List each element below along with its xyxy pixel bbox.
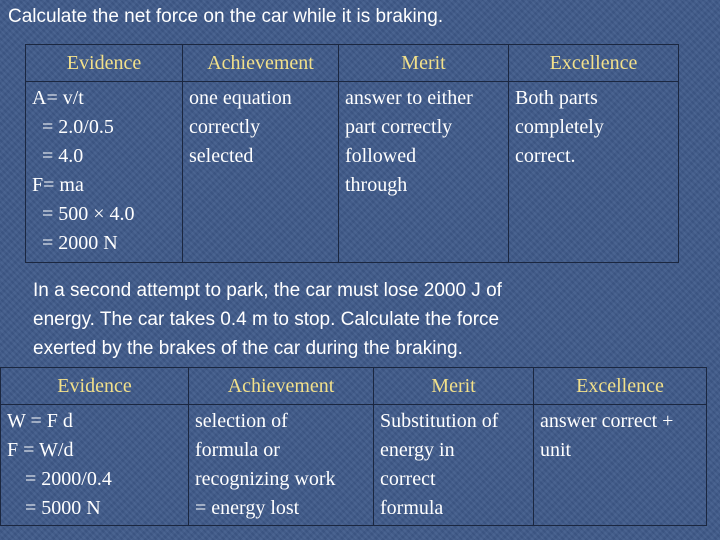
excellence-cell bbox=[509, 82, 679, 263]
column-header-achievement: Achievement bbox=[183, 45, 339, 82]
paragraph-line: energy. The car takes 0.4 m to stop. Calculate the force bbox=[33, 309, 500, 330]
paragraph-line: exerted by the brakes of the car during the braking. bbox=[33, 338, 463, 359]
merit-line: part correctly bbox=[345, 116, 453, 138]
column-header-evidence: Evidence bbox=[26, 45, 183, 82]
achievement-line: = energy lost bbox=[195, 497, 300, 519]
achievement-line: selection of bbox=[195, 410, 288, 432]
slide-heading: Calculate the net force on the car while it is braking. bbox=[8, 6, 444, 27]
table-header-row bbox=[1, 368, 707, 405]
evidence-line: = 2.0/0.5 bbox=[42, 116, 114, 138]
column-header-achievement: Achievement bbox=[189, 368, 374, 405]
evidence-line: = 2000/0.4 bbox=[25, 468, 112, 490]
achievement-line: recognizing work bbox=[195, 468, 336, 490]
achievement-cell bbox=[183, 82, 339, 263]
evidence-line: = 4.0 bbox=[42, 145, 84, 167]
table-row bbox=[1, 405, 707, 526]
achievement-cell bbox=[189, 405, 374, 526]
table-row bbox=[26, 82, 679, 263]
evidence-line: F= ma bbox=[32, 174, 84, 196]
merit-line: energy in bbox=[380, 439, 455, 461]
column-header-excellence: Excellence bbox=[534, 368, 707, 405]
evidence-cell bbox=[26, 82, 183, 263]
excellence-line: unit bbox=[540, 439, 572, 461]
excellence-line: correct. bbox=[515, 145, 576, 167]
evidence-line: W = F d bbox=[7, 410, 73, 432]
merit-line: correct bbox=[380, 468, 436, 490]
merit-line: Substitution of bbox=[380, 410, 499, 432]
excellence-cell bbox=[534, 405, 707, 526]
evidence-line: F = W/d bbox=[7, 439, 74, 461]
achievement-line: correctly bbox=[189, 116, 261, 138]
column-header-merit: Merit bbox=[374, 368, 534, 405]
column-header-excellence: Excellence bbox=[509, 45, 679, 82]
column-header-merit: Merit bbox=[339, 45, 509, 82]
evidence-line: A= v/t bbox=[32, 87, 84, 109]
table-header-row bbox=[26, 45, 679, 82]
evidence-cell bbox=[1, 405, 189, 526]
evidence-line: = 500 × 4.0 bbox=[42, 203, 135, 225]
rubric-table-net-force bbox=[25, 44, 679, 263]
achievement-line: one equation bbox=[189, 87, 292, 109]
merit-cell bbox=[374, 405, 534, 526]
achievement-line: selected bbox=[189, 145, 254, 167]
merit-cell bbox=[339, 82, 509, 263]
merit-line: through bbox=[345, 174, 408, 196]
column-header-evidence: Evidence bbox=[1, 368, 189, 405]
paragraph-line: In a second attempt to park, the car must lose 2000 J of bbox=[33, 280, 502, 301]
evidence-line: = 2000 N bbox=[42, 232, 118, 254]
evidence-line: = 5000 N bbox=[25, 497, 101, 519]
merit-line: answer to either bbox=[345, 87, 473, 109]
excellence-line: Both parts bbox=[515, 87, 598, 109]
problem-paragraph bbox=[33, 276, 693, 363]
merit-line: followed bbox=[345, 145, 417, 167]
excellence-line: completely bbox=[515, 116, 604, 138]
achievement-line: formula or bbox=[195, 439, 280, 461]
excellence-line: answer correct + bbox=[540, 410, 674, 432]
rubric-table-brake-force bbox=[0, 367, 707, 526]
merit-line: formula bbox=[380, 497, 444, 519]
